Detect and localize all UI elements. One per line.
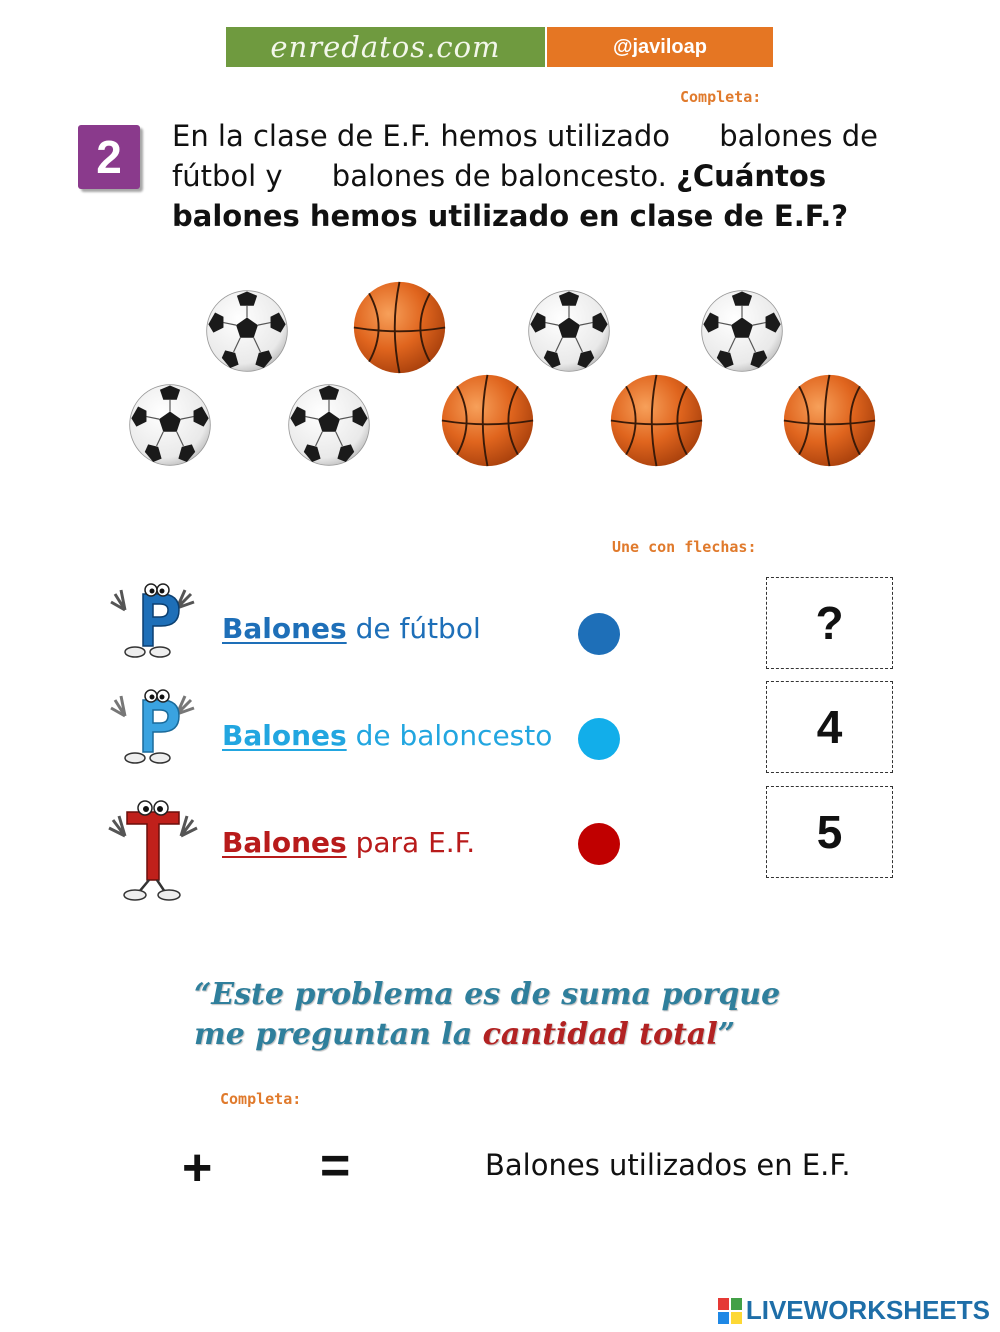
row-underlined-word: Balones [222,719,347,752]
statement-part2: balones de fútbol y [172,119,878,193]
site-banner: enredatos.com [226,27,545,67]
quote-text: “Este problema es de suma porque me preguntan la [194,977,781,1052]
explanation-quote [194,975,834,1055]
completa-label-top: Completa: [680,88,762,106]
basketball-icon [440,373,535,468]
addend1-input[interactable] [110,1143,170,1191]
author-handle: @javiloap [547,27,773,67]
match-dot-futbol[interactable] [578,613,620,655]
letter-p-mascot-icon [105,686,200,766]
quote-close: ” [717,1017,736,1052]
row-label-futbol [222,612,481,645]
quote-highlight: cantidad total [482,1017,718,1052]
completa-label-bottom: Completa: [220,1090,302,1108]
row-underlined-word: Balones [222,612,347,645]
brand-text: LIVEWORKSHEETS [745,1295,990,1325]
row-rest-text: de baloncesto [346,719,553,752]
une-con-flechas-label: Une con flechas: [612,538,757,556]
letter-t-mascot-icon [103,798,203,903]
problem-question: ¿Cuántos balones hemos utilizado en clase de E.F.? [172,159,849,233]
answer-box-5[interactable]: 5 [766,786,893,878]
liveworksheets-logo [718,1295,990,1326]
soccer-ball-icon [287,383,371,467]
statement-part1: En la clase de E.F. hemos utilizado [172,119,670,153]
row-label-baloncesto [222,719,552,752]
basketball-icon [352,280,447,375]
answer-box-question[interactable]: ? [766,577,893,669]
plus-sign: + [182,1139,213,1197]
letter-p-mascot-icon [105,580,200,660]
soccer-ball-icon [205,289,289,373]
answer-box-4[interactable]: 4 [766,681,893,773]
match-dot-ef[interactable] [578,823,620,865]
problem-number-badge: 2 [78,125,140,189]
soccer-ball-icon [700,289,784,373]
soccer-ball-icon [527,289,611,373]
row-underlined-word: Balones [222,826,347,859]
row-rest-text: de fútbol [346,612,481,645]
problem-statement [172,116,932,236]
liveworksheets-logo-icon [718,1298,742,1324]
equals-sign: = [320,1137,351,1195]
statement-part3: balones de baloncesto. [331,159,667,193]
row-label-ef [222,826,475,859]
soccer-ball-icon [128,383,212,467]
basketball-icon [782,373,877,468]
sum-input[interactable] [385,1143,475,1191]
result-label: Balones utilizados en E.F. [485,1148,851,1182]
match-dot-baloncesto[interactable] [578,718,620,760]
row-rest-text: para E.F. [346,826,476,859]
addend2-input[interactable] [240,1143,310,1191]
basketball-icon [609,373,704,468]
